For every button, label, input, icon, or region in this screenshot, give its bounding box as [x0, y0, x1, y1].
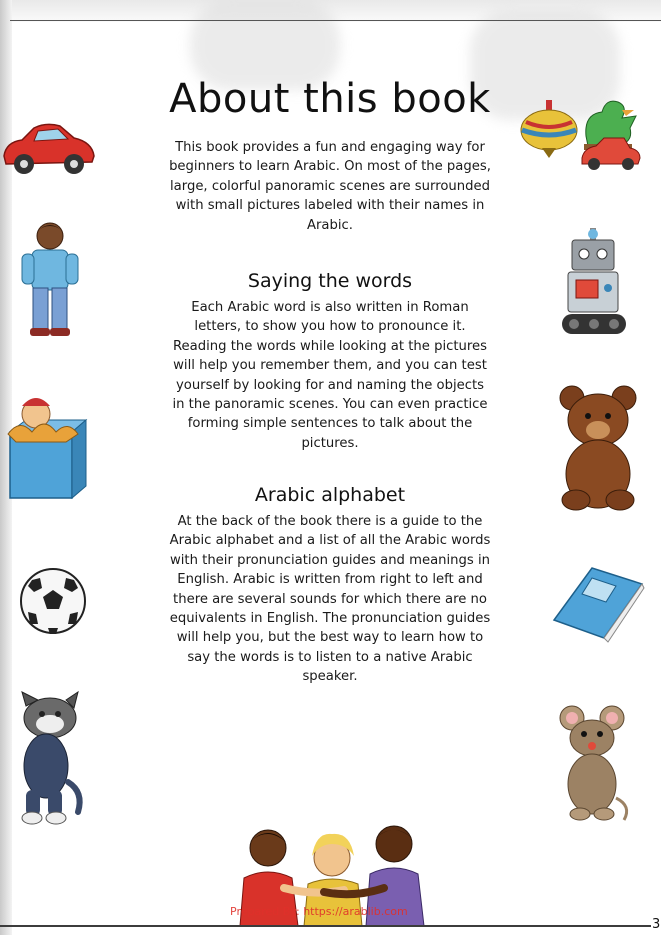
section-heading-saying-words: Saying the words — [247, 270, 413, 292]
robot-icon — [562, 228, 626, 338]
spinning-top-duck-car-icon — [518, 96, 642, 176]
mouse-icon — [558, 702, 632, 824]
top-rule — [10, 20, 661, 21]
page-title: About this book — [169, 76, 491, 122]
section-body-arabic-alphabet: At the back of the book there is a guide to the Arabic alphabet and a list of all the Arabic words with their pronunciation guides and meanings in English. Arabic is written from right to left and there are several sounds for which there are no equivalents in English. The pronunciation guides will help you, but the best way to learn how to say the words is to listen to a native Arabic speaker. — [169, 514, 491, 685]
page-number: 3 — [652, 917, 661, 932]
red-car-icon — [0, 120, 96, 180]
section-body-saying-words: Each Arabic word is also written in Roman letters, to show you how to pronounce it. Reading the words while looking at the pictures will help you remember them, and you can test yourself by looking for and naming the objects in the panoramic scenes. You can even practice forming simple sentences to talk about the pictures. — [172, 300, 488, 451]
jack-in-the-box-icon — [6, 392, 86, 502]
cat-icon — [8, 692, 84, 828]
boy-icon — [20, 218, 80, 338]
soccer-ball-icon — [18, 566, 88, 636]
intro-paragraph: This book provides a fun and engaging way for beginners to learn Arabic. On most of the pages, large, colorful panoramic scenes are surrounded with small pictures labeled with their names in Arabic. — [169, 140, 491, 233]
teddy-bear-icon — [558, 382, 638, 512]
bottom-rule — [0, 925, 651, 927]
book-icon — [552, 564, 644, 642]
watermark-text: Prepared By: https://arablib.com — [230, 905, 408, 918]
section-heading-arabic-alphabet: Arabic alphabet — [254, 484, 406, 506]
